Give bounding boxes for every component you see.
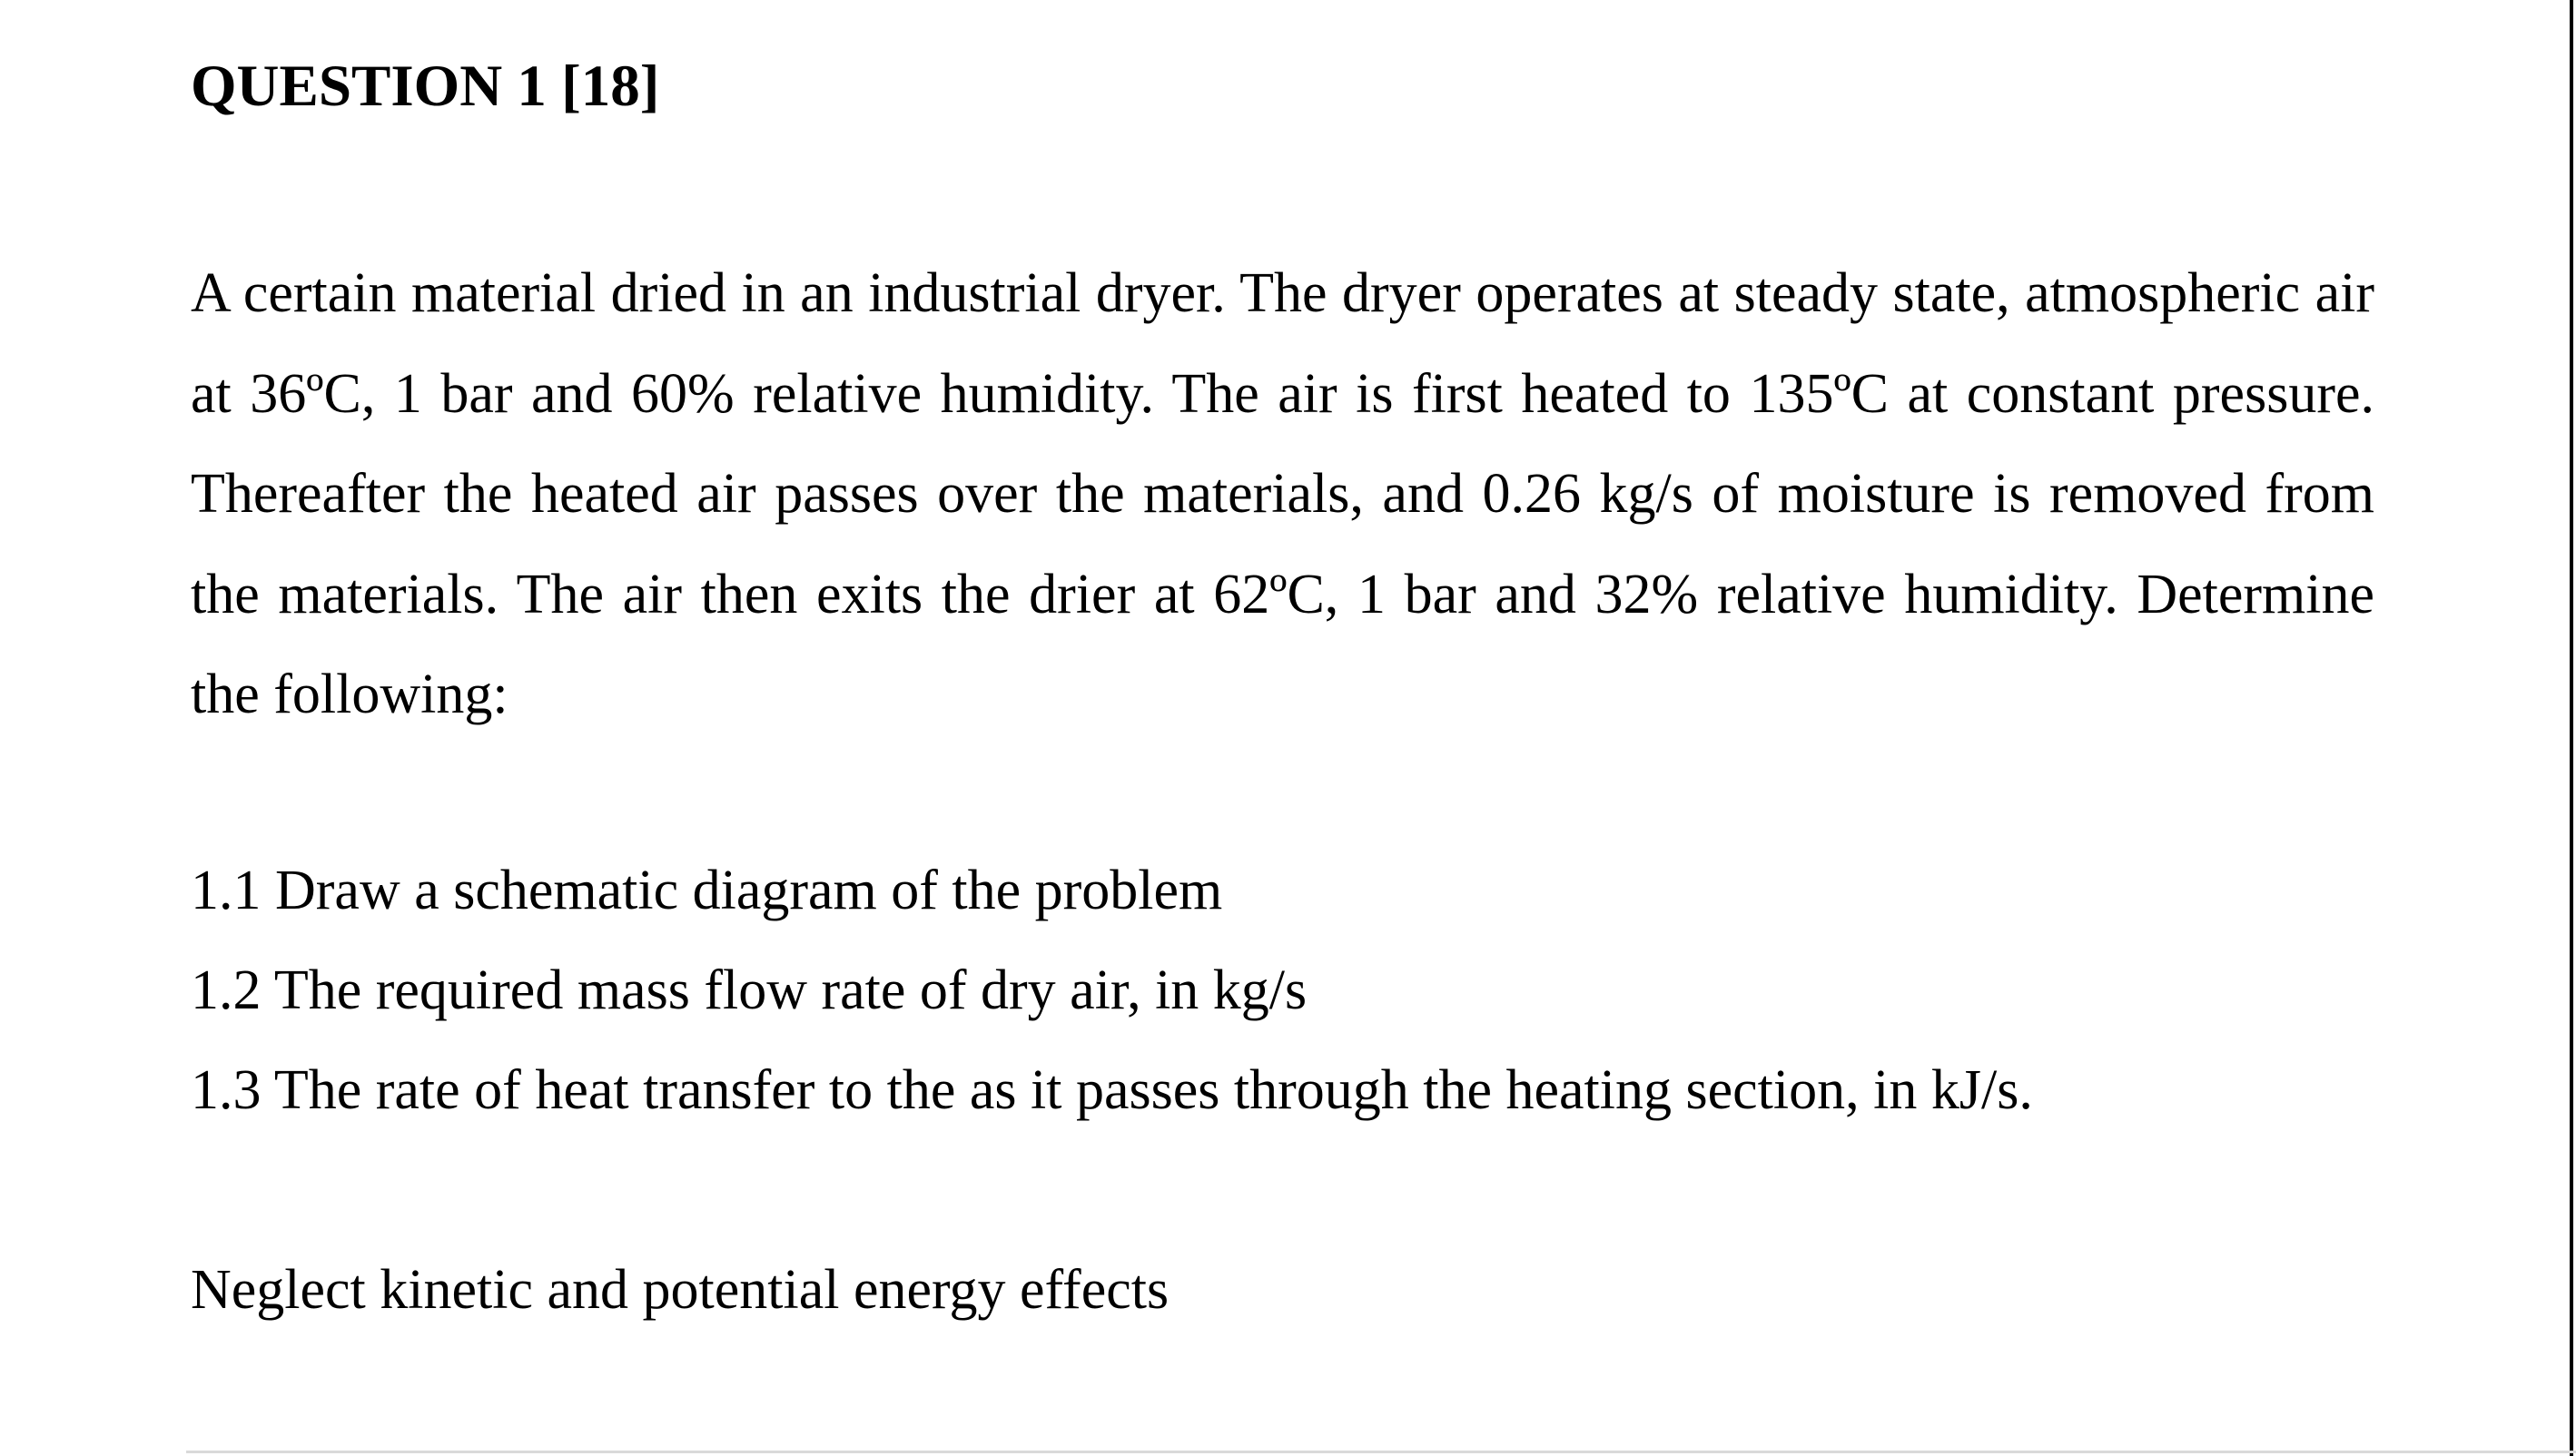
question-item-1-3: 1.3 The rate of heat transfer to the as it passes through the heating section, in kJ/s.	[191, 1059, 2033, 1121]
question-heading: QUESTION 1 [18]	[191, 54, 660, 119]
question-item-1-1: 1.1 Draw a schematic diagram of the problem	[191, 860, 1223, 921]
page-right-edge-line	[2570, 0, 2573, 1456]
page-bottom-rule	[186, 1451, 2576, 1453]
question-item-1-2: 1.2 The required mass flow rate of dry air, in kg/s	[191, 959, 1308, 1021]
problem-statement: A certain material dried in an industrial dryer. The dryer operates at steady state, atmospheric air at 36ºC, 1 bar and 60% relative humidity. The air is first heated to 135ºC at constant pressure. Thereafter the heated air passes over the materials, and 0.26 kg/s of moisture is removed from the materials. The air then exits the drier at 62ºC, 1 bar and 32% relative humidity. Determine the following:	[191, 262, 2374, 725]
assumption-note: Neglect kinetic and potential energy effects	[191, 1259, 1170, 1321]
